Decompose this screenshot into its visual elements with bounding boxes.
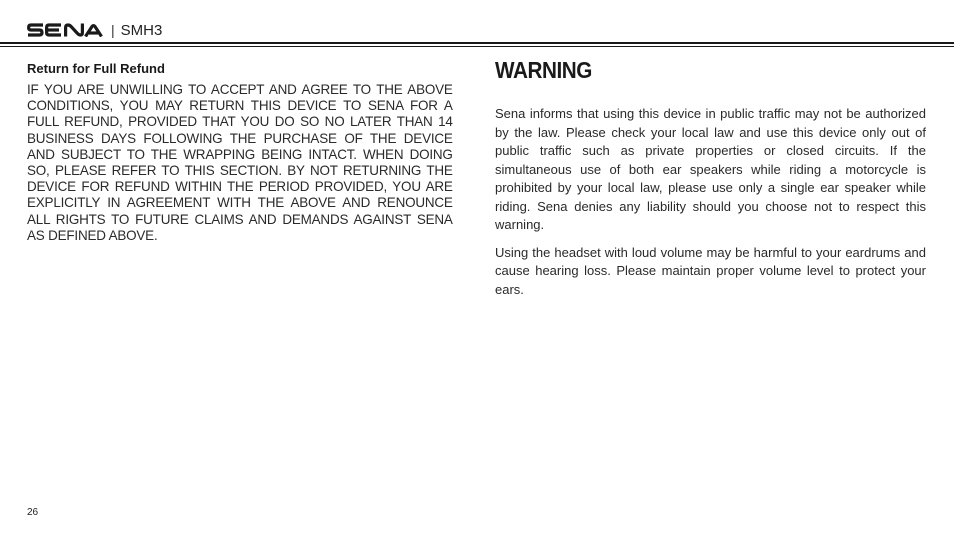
model-name: SMH3	[120, 21, 163, 39]
refund-section	[27, 61, 457, 244]
refund-body: IF YOU ARE UNWILLING TO ACCEPT AND AGREE TO THE ABOVE CONDITIONS, YOU MAY RETURN THIS DEVICE TO SENA FOR A FULL REFUND, PROVIDED THAT YOU DO SO NO LATER THAN 14 BUSINESS DAYS FOLLOWING THE PURCHASE OF THE DEVICE AND SUBJECT TO THE WRAPPING BEING INTACT. WHEN DOING SO, PLEASE REFER TO THIS SECTION. BY NOT RETURNING THE DEVICE FOR REFUND WITHIN THE PERIOD PROVIDED, YOU ARE EXPLICITLY IN AGREEMENT WITH THE ABOVE AND RENOUNCE ALL RIGHTS TO FUTURE CLAIMS AND DEMANDS AGAINST SENA AS DEFINED ABOVE.	[27, 82, 453, 243]
warning-paragraph-volume: Using the headset with loud volume may be harmful to your eardrums and cause hearing loss. Please maintain proper volume level to protect your ears.	[495, 244, 926, 297]
header-separator: |	[111, 22, 115, 38]
header-rule-thin	[0, 46, 954, 47]
header-rule-thick	[0, 42, 954, 44]
sena-logo	[27, 23, 103, 37]
page-number: 26	[27, 507, 39, 518]
page-header	[27, 19, 162, 41]
warning-paragraph-traffic: Sena informs that using this device in public traffic may not be authorized by the law. Please check your local law and use this device only out of public traffic such as private properties or closed circuits. If the simultaneous use of both ear speakers while riding a motorcycle is prohibited by your local law, please use only a single ear speaker while riding. Sena denies any liability should you choose not to respect this warning.	[495, 106, 926, 232]
warning-section	[495, 57, 926, 308]
warning-heading: WARNING	[495, 57, 592, 83]
refund-heading: Return for Full Refund	[27, 61, 165, 76]
